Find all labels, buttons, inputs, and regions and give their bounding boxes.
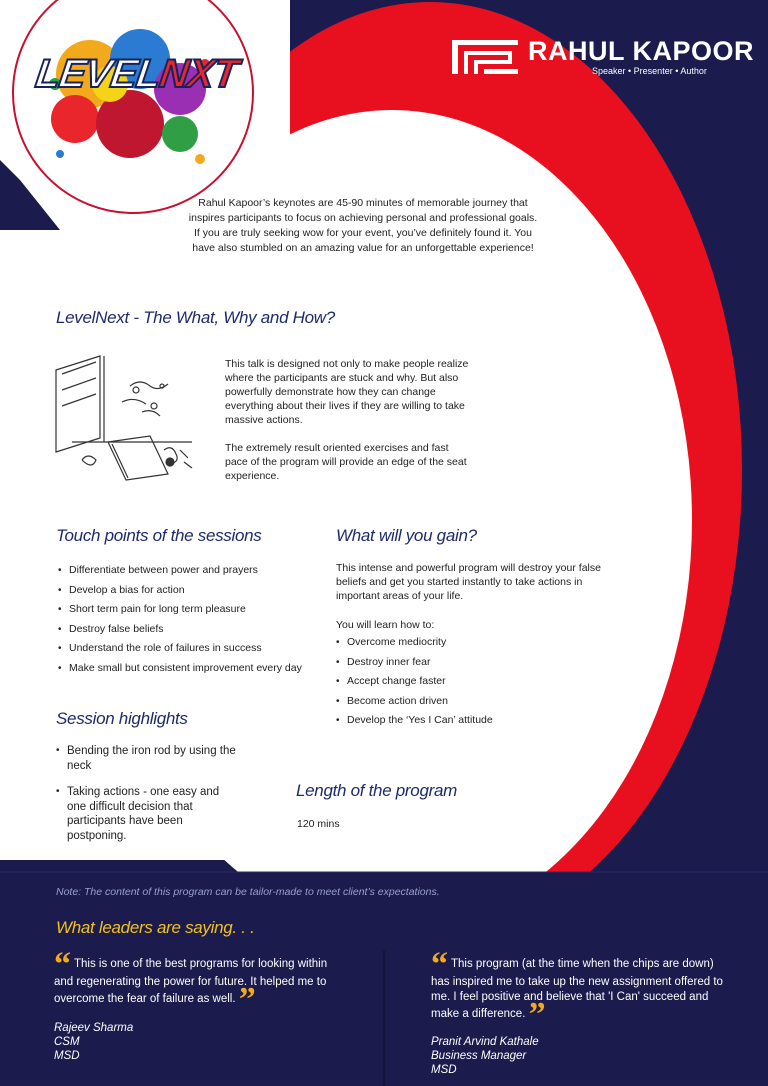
levelnxt-wordmark: LEVELNXT [32,52,241,96]
list-item: • Accept change faster [336,672,493,692]
list-item: • Develop a bias for action [58,581,302,601]
list-item: • Overcome mediocrity [336,633,493,653]
section-title-length: Length of the program [296,781,457,800]
what-paragraph-1: This talk is designed not only to make people realize where the participants are stuck and why. But also powerfully demonstrate how they can change everything about their lives if they are willing to take massive actions. [225,358,469,426]
leaders-title: What leaders are saying. . . [56,918,255,937]
author-org: MSD [431,1064,457,1076]
author-org: MSD [54,1050,80,1062]
brand-name: RAHUL KAPOOR [528,36,755,66]
open-quote-icon: “ [54,946,71,983]
list-item: • Bending the iron rod by using the neck [56,744,236,773]
section-title-what-why-how: LevelNext - The What, Why and How? [56,308,335,327]
brand-tagline: Speaker • Presenter • Author [592,66,707,76]
highlights-list [56,744,236,843]
list-item: • Develop the ‘Yes I Can’ attitude [336,711,493,731]
section-title-gain: What will you gain? [336,526,477,545]
testimonial-text: This program (at the time when the chips are down) has inspired me to take up the new assignment offered to me. I feel positive and believe that 'I Can' succeed and make a difference. [431,958,723,1020]
intro-paragraph: Rahul Kapoor’s keynotes are 45-90 minutes of memorable journey that inspires participants to focus on achieving personal and professional goals. If you are truly seeking wow for your event, you’ve definitely found it. You have also stumbled on an amazing value for an unforgettable experience! [188,197,538,254]
tailor-made-note: Note: The content of this program can be tailor-made to meet client’s expectations. [56,886,440,898]
author-name: Pranit Arvind Kathale [431,1036,539,1048]
close-quote-icon: ” [528,996,546,1033]
list-item: • Differentiate between power and prayers [58,561,302,581]
testimonial-author-2 [431,1035,539,1077]
testimonial-quote-2 [431,946,727,1033]
list-item: • Short term pain for long term pleasure [58,600,302,620]
list-item: • Become action driven [336,692,493,712]
gain-list [336,633,493,731]
section-title-highlights: Session highlights [56,709,188,728]
close-quote-icon: ” [238,981,256,1018]
rahul-kapoor-logo-icon [452,40,518,74]
section-title-touch-points: Touch points of the sessions [56,526,262,545]
testimonial-author-1 [54,1021,133,1063]
what-paragraph-2: The extremely result oriented exercises and fast pace of the program will provide an edge of the seat experience. [225,442,467,482]
touch-points-list [58,561,302,678]
program-length-value: 120 mins [297,818,340,830]
open-quote-icon: “ [431,946,448,983]
testimonial-text: This is one of the best programs for looking within and regenerating the power for future. It helped me to overcome the fear of failure as well. [54,958,328,1005]
testimonial-quote-1 [54,946,339,1018]
list-item: • Destroy inner fear [336,653,493,673]
list-item: • Make small but consistent improvement every day [58,659,302,679]
author-name: Rajeev Sharma [54,1022,134,1034]
gain-paragraph: This intense and powerful program will destroy your false beliefs and get you started instantly to take actions in important areas of your life. [336,562,601,602]
list-item: • Understand the role of failures in success [58,639,302,659]
author-role: CSM [54,1036,80,1048]
author-role: Business Manager [431,1050,527,1062]
sketch-illustration [52,350,200,498]
learn-label: You will learn how to: [336,619,435,631]
list-item: • Taking actions - one easy and one difficult decision that participants have been postponing. [56,785,236,843]
list-item: • Destroy false beliefs [58,620,302,640]
